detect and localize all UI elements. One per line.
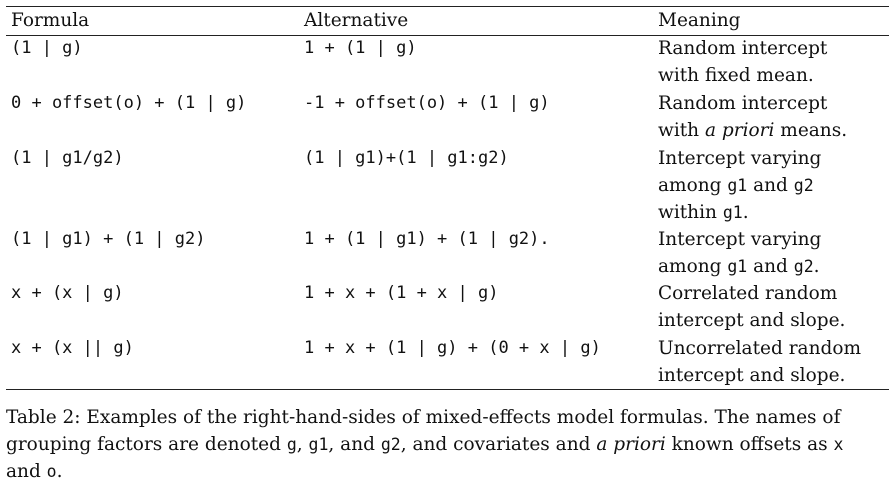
row-3-formula: (1 | g1) + (1 | g2) [11, 229, 206, 249]
text-segment: intercept and slope. [658, 365, 846, 386]
text-segment: Intercept varying [658, 229, 822, 250]
text-segment: Intercept varying [658, 148, 822, 169]
row-1-meaning [658, 90, 847, 144]
row-2-meaning [658, 145, 821, 226]
meaning-line-1 [658, 307, 845, 334]
header-alternative: Alternative [304, 10, 409, 31]
text-segment: with fixed mean. [658, 65, 814, 86]
code-term: x [833, 435, 844, 454]
header-formula: Formula [11, 10, 90, 31]
code-term: g2 [380, 435, 401, 454]
text-segment: and [747, 256, 794, 277]
table-bottom-rule [6, 389, 889, 390]
text-segment: intercept and slope. [658, 310, 846, 331]
meaning-line-1 [658, 362, 861, 389]
code-term: o [46, 462, 57, 481]
caption-line-1 [6, 431, 889, 458]
emphasis-text: a priori [596, 434, 666, 455]
meaning-line-0 [658, 226, 821, 253]
text-segment: . [742, 202, 749, 223]
meaning-line-1 [658, 172, 821, 199]
text-segment: , and covariates and [400, 434, 597, 455]
meaning-line-1 [658, 117, 847, 144]
row-3-alternative: 1 + (1 | g1) + (1 | g2). [304, 229, 550, 249]
text-segment: means. [774, 120, 848, 141]
meaning-line-2 [658, 199, 821, 226]
text-segment: among [658, 175, 728, 196]
row-2-alternative: (1 | g1)+(1 | g1:g2) [304, 148, 509, 168]
table-top-rule [6, 6, 889, 7]
text-segment: . [813, 256, 820, 277]
code-term: g2 [793, 257, 814, 276]
text-segment: with [658, 120, 705, 141]
code-term: g1 [727, 176, 748, 195]
table-caption [6, 404, 889, 485]
text-segment: Random intercept [658, 93, 828, 114]
emphasis-text: a priori [704, 120, 775, 141]
row-0-formula: (1 | g) [11, 38, 83, 58]
text-segment: , [296, 434, 309, 455]
row-3-meaning [658, 226, 821, 280]
header-meaning: Meaning [658, 10, 741, 31]
text-segment: . [56, 461, 63, 482]
row-4-meaning [658, 280, 845, 334]
meaning-line-1 [658, 62, 827, 89]
caption-line-2 [6, 458, 889, 485]
row-2-formula: (1 | g1/g2) [11, 148, 124, 168]
text-segment: Table 2: Examples of the right-hand-sides of mixed-effects model formulas. The names of [6, 407, 841, 428]
code-term: g [286, 435, 297, 454]
text-segment: known offsets as [665, 434, 834, 455]
code-term: g2 [793, 176, 814, 195]
row-5-formula: x + (x || g) [11, 338, 134, 358]
code-term: g1 [722, 203, 743, 222]
meaning-line-0 [658, 35, 827, 62]
row-0-meaning [658, 35, 827, 89]
text-segment: and [6, 461, 47, 482]
text-segment: Correlated random [658, 283, 838, 304]
row-1-formula: 0 + offset(o) + (1 | g) [11, 93, 247, 113]
row-4-formula: x + (x | g) [11, 283, 124, 303]
row-5-meaning [658, 335, 861, 389]
meaning-line-0 [658, 280, 845, 307]
meaning-line-0 [658, 335, 861, 362]
text-segment: Random intercept [658, 38, 828, 59]
text-segment: grouping factors are denoted [6, 434, 287, 455]
text-segment: Uncorrelated random [658, 338, 862, 359]
code-term: g1 [308, 435, 329, 454]
text-segment: among [658, 256, 728, 277]
text-segment: within [658, 202, 723, 223]
code-term: g1 [727, 257, 748, 276]
row-4-alternative: 1 + x + (1 + x | g) [304, 283, 499, 303]
meaning-line-0 [658, 90, 847, 117]
meaning-line-1 [658, 253, 821, 280]
caption-line-0 [6, 404, 889, 431]
row-0-alternative: 1 + (1 | g) [304, 38, 417, 58]
row-5-alternative: 1 + x + (1 | g) + (0 + x | g) [304, 338, 601, 358]
row-1-alternative: -1 + offset(o) + (1 | g) [304, 93, 550, 113]
text-segment: and [747, 175, 794, 196]
meaning-line-0 [658, 145, 821, 172]
text-segment: , and [328, 434, 381, 455]
